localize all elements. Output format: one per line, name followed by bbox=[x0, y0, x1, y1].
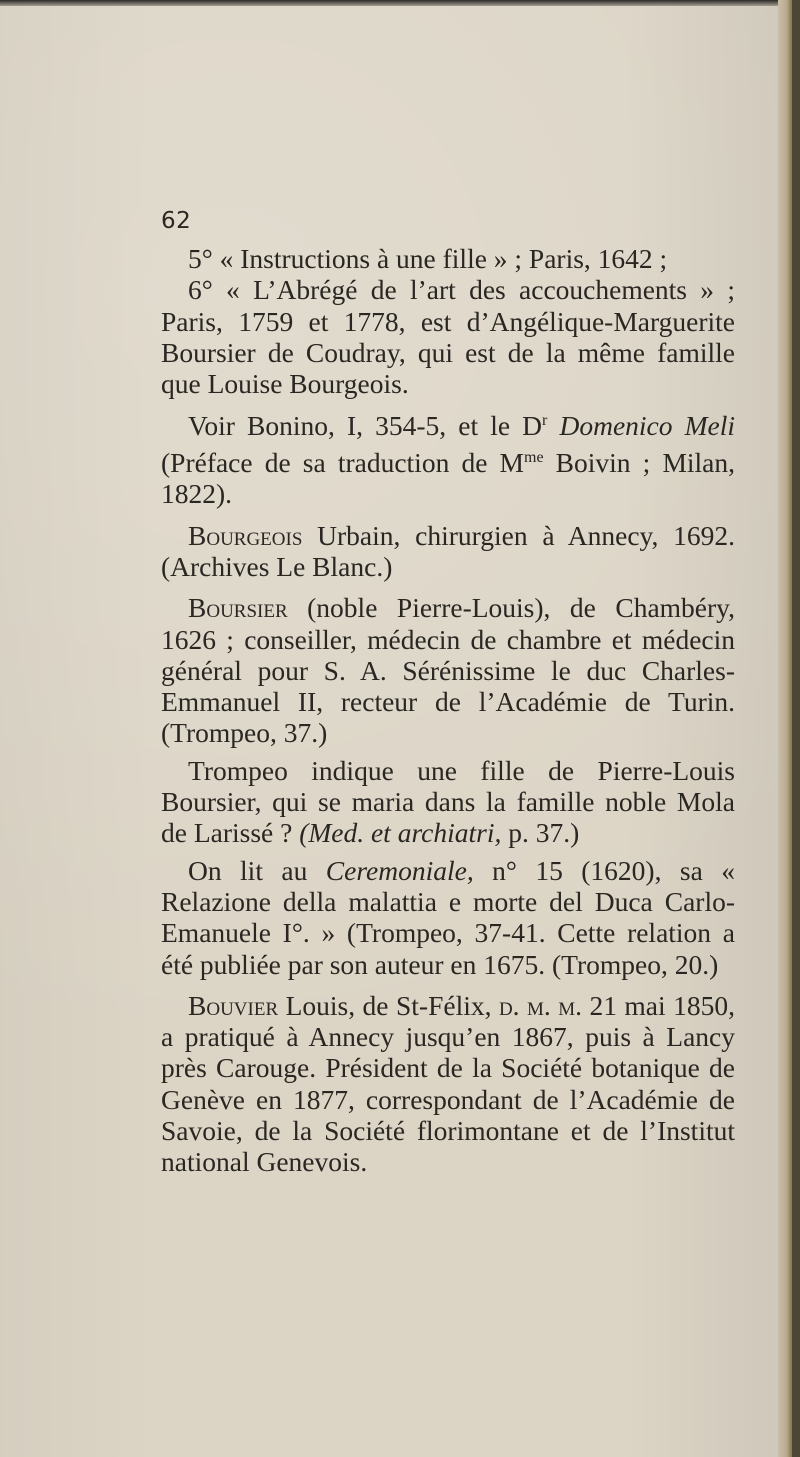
entry-bourgeois-urbain: Bourgeois Urbain, chirurgien à Annecy, 1692. (Archives Le Blanc.) bbox=[161, 519, 735, 582]
paragraph-trompeo-fille: Trompeo indique une fille de Pierre-Louis Boursier, qui se maria dans la famille noble Mola de Larissé ? (Med. et archiatri, p. 37.) bbox=[161, 754, 735, 849]
book-cover-edge bbox=[792, 0, 800, 1457]
entry-name: Boursier bbox=[188, 592, 288, 624]
entry-bouvier-louis: Bouvier Louis, de St-Félix, d. m. m. 21 mai 1850, a pratiqué à Annecy jusqu’en 1867, puis à Lancy près Carouge. Président de la Société botanique de Genève en 1877, correspondant de l’Académie de Savoie, de la Société florimontane et de l’Institut national Genevois. bbox=[161, 989, 735, 1178]
paragraph-abrege: 6° « L’Abrégé de l’art des accouchements » ; Paris, 1759 et 1778, est d’Angélique-Marguerite Boursier de Coudray, qui est de la même famille que Louise Bourgeois. bbox=[161, 274, 735, 400]
page-top-edge bbox=[0, 0, 778, 6]
entry-name: Bouvier bbox=[188, 989, 279, 1021]
entry-name: Bourgeois bbox=[188, 519, 303, 551]
paragraph-voir-bonino: Voir Bonino, I, 354-5, et le $D^r$ Domenico Meli (Préface de sa traduction de $M^{me}$ Boivin ; Milan, 1822). bbox=[161, 410, 736, 510]
paragraph-ceremoniale: On lit au Ceremoniale, n° 15 (1620), sa « Relazione della malattia e morte del Duca Carlo-Emanuele I°. » (Trompeo, 37-41. Cette relation a été publiée par son auteur en 1675. (Trompeo, 20.) bbox=[161, 854, 735, 980]
paragraph-instructions: 5° « Instructions à une fille » ; Paris, 1642 ; bbox=[188, 243, 668, 274]
page-number: 62 bbox=[161, 208, 192, 234]
page-text bbox=[161, 243, 735, 1178]
entry-boursier-pierre-louis: Boursier (noble Pierre-Louis), de Chambéry, 1626 ; conseiller, médecin de chambre et médecin général pour S. A. Sérénissime le duc Charles-Emmanuel II, recteur de l’Académie de Turin. (Trompeo, 37.) bbox=[161, 592, 735, 749]
